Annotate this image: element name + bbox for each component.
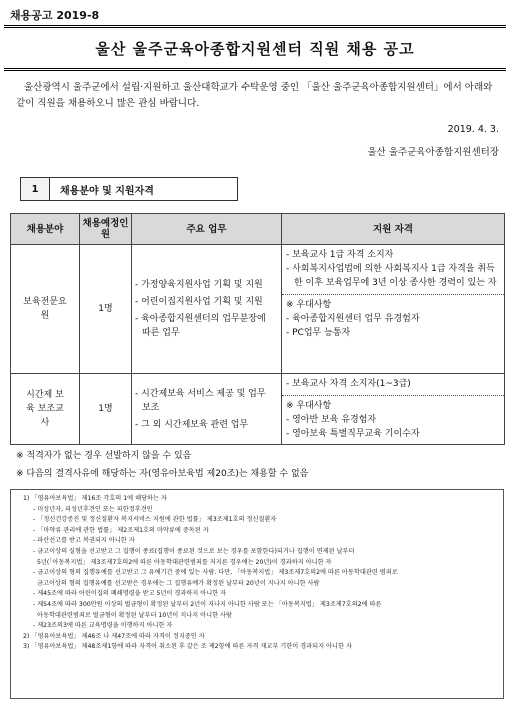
preferred-qualifications	[282, 295, 504, 343]
announcement-date: 2019. 4. 3.	[447, 124, 499, 135]
disqualification-item: 아동학대관련범죄로 벌금형이 확정된 날부터 10년이 지나지 아니한 사람	[37, 611, 232, 619]
note-no-qualified: ※ 적격자가 없는 경우 선발하지 않을 수 있음	[16, 451, 192, 461]
disqualification-item: 5년(「아동복지법」 제3조제7호의2에 따른 아동학대관련범죄를 저지른 경우에는 20년)이 경과하지 아니한 자	[37, 558, 332, 566]
disqualification-item: - 「마약류 관리에 관한 법률」 제2조제1호의 마약류에 중독된 자	[33, 526, 209, 534]
preferred-heading: ※ 우대사항	[286, 401, 332, 411]
header-duties: 주요 업무	[132, 214, 282, 245]
required-qualifications	[282, 245, 504, 295]
section-number: 1	[21, 178, 50, 200]
preferred-item: - PC업무 능통자	[286, 328, 351, 338]
duty-item: - 육아종합지원센터의 업무분장에 따른 업무	[135, 314, 266, 338]
preferred-item: - 영아보육 특별직무교육 기이수자	[286, 429, 420, 439]
disqualification-item: 2) 「영유아보육법」 제46조 나 제47조에 따라 자격이 정지중인 자	[23, 632, 205, 640]
disqualification-item: 금고이상의 형의 집행유예를 선고받은 경우에는 그 집행유예가 확정된 날부터 20년이 지나지 아니한 사람	[37, 579, 320, 587]
disqualification-item: 3) 「영유아보육법」 제48조제1항에 따라 자격이 취소된 후 같은 조 제2항에 따른 자격 재교부 기한이 경과되지 아니한 자	[23, 643, 352, 651]
disqualification-item: - 제45조에 따라 어린이집의 폐쇄명령을 받고 5년이 경과하지 아니한 자	[33, 590, 227, 598]
header-count: 채용예정인원	[80, 214, 132, 245]
disqualification-item: - 파산선고를 받고 복권되지 아니한 자	[33, 537, 135, 545]
table-row	[11, 245, 505, 374]
duties-cell	[132, 245, 282, 374]
section-header	[20, 177, 238, 201]
disqualification-item: - 금고이상의 실형을 선고받고 그 집행이 종료(집행이 종료된 것으로 보는 경우를 포함한다)되거나 집행이 면제된 날부터	[33, 547, 355, 555]
preferred-heading: ※ 우대사항	[286, 300, 332, 310]
intro-paragraph: 울산광역시 울주군에서 설립·지원하고 울산대학교가 수탁운영 중인 「울산 울주군육아종합지원센터」에서 아래와 같이 직원을 채용하오니 많은 관심 바랍니다.	[16, 82, 493, 109]
table-row	[11, 374, 505, 445]
organization-signature: 울산 울주군육아종합지원센터장	[367, 147, 499, 158]
required-qualifications	[282, 374, 504, 396]
preferred-item: - 육아종합지원센터 업무 유경험자	[286, 314, 420, 324]
header-field: 채용분야	[11, 214, 80, 245]
recruitment-table	[10, 213, 505, 445]
field-cell: 시간제 보육 보조교사	[11, 374, 80, 445]
note-disqualification: ※ 다음의 결격사유에 해당하는 자(영유아보육법 제20조)는 채용할 수 없음	[16, 469, 309, 479]
disqualification-item: - 제23조의3에 따른 교육명령을 이행하지 아니한 자	[33, 622, 173, 630]
duty-item: - 가정양육지원사업 기획 및 지원	[135, 280, 263, 290]
disqualification-item: - 미성년자, 피성년후견인 또는 피한정후견인	[33, 505, 153, 513]
field-cell: 보육전문요원	[11, 245, 80, 374]
disqualification-item: - 금고이상의 형의 집행유예를 선고받고 그 유예기간 중에 있는 사람. 다만, 「아동복지법」 제3조제7호의2에 따른 아동학대관련 범죄로	[33, 569, 398, 577]
duty-item: - 시간제보육 서비스 제공 및 업무 보조	[135, 388, 266, 413]
disqualification-item: - 제54조에 따라 300만원 이상의 벌금형이 확정된 날부터 2년이 지나지 아니한 사람 또는 「아동복지법」 제3조제7호의2에 따른	[33, 600, 382, 608]
document-number: 채용공고 2019-8	[10, 9, 100, 22]
section-label: 채용분야 및 지원자격	[60, 185, 154, 197]
duties-cell	[132, 374, 282, 445]
qualification-item: - 사회복지사업법에 의한 사회복지사 1급 자격을 취득한 이후 보육업무에 3년 이상 종사한 경력이 있는 자	[286, 264, 497, 288]
title-banner	[4, 25, 506, 71]
duty-item: - 어린이집지원사업 기획 및 지원	[135, 297, 263, 307]
qualification-item: - 보육교사 자격 소지자(1~3급)	[286, 379, 411, 389]
disqualification-item: - 「정신건강증진 및 정신질환자 복지서비스 지원에 관한 법률」 제3조제1호의 정신질환자	[33, 516, 277, 524]
count-cell: 1명	[80, 245, 132, 374]
preferred-qualifications	[282, 396, 504, 444]
table-header-row	[11, 214, 505, 245]
preferred-item: - 영아반 보육 유경험자	[286, 415, 377, 425]
qualification-item: - 보육교사 1급 자격 소지자	[286, 250, 394, 260]
qualification-cell	[282, 374, 505, 445]
disqualification-item: 1) 「영유아보육법」 제16조 각호의 1에 해당하는 자	[23, 495, 167, 502]
page-title: 울산 울주군육아종합지원센터 직원 채용 공고	[95, 39, 415, 58]
qualification-cell	[282, 245, 505, 374]
duty-item: - 그 외 시간제보육 관련 업무	[135, 419, 249, 430]
header-qualification: 지원 자격	[282, 214, 505, 245]
count-cell: 1명	[80, 374, 132, 445]
disqualification-box	[10, 489, 504, 699]
